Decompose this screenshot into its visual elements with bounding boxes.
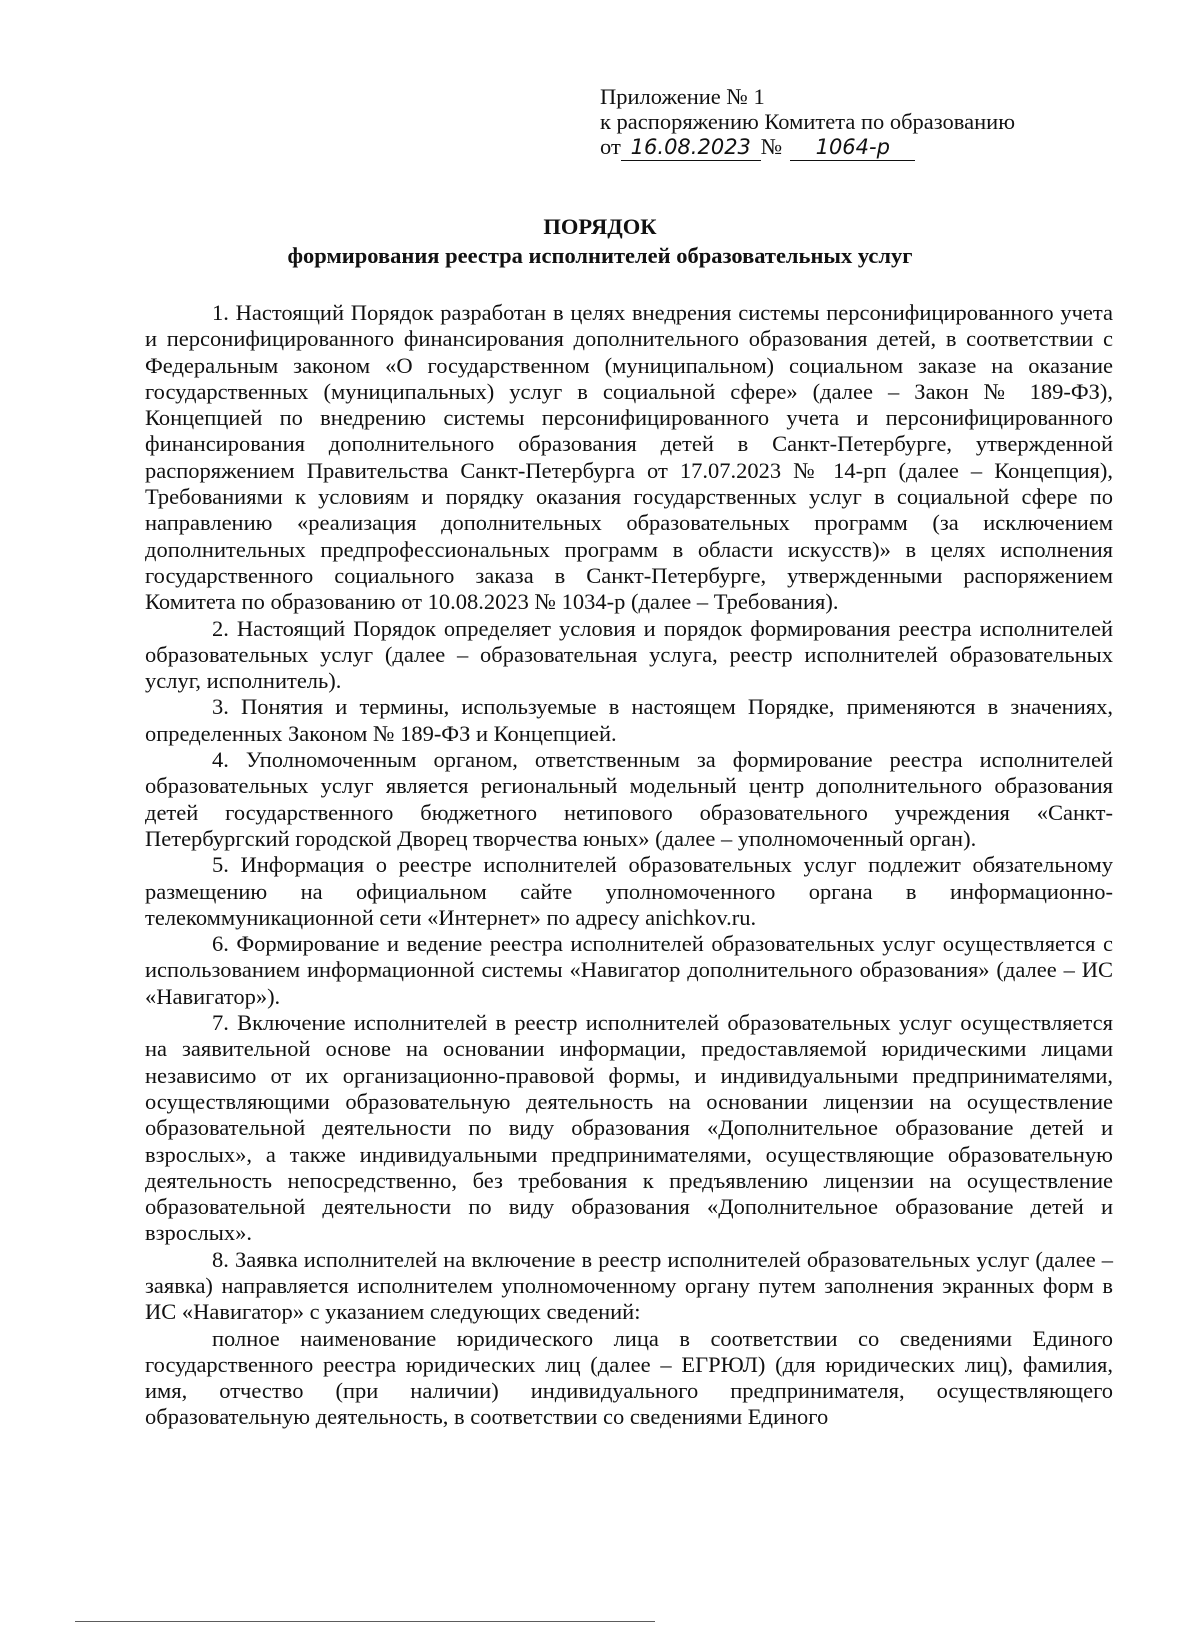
paragraph-8-item-1: полное наименование юридического лица в соответствии со сведениями Единого государственного реестра юридических лиц (далее – ЕГРЮЛ) (для юридических лиц), фамилия, имя, отчество (при наличии) индивидуального предпринимателя, осуществляющего образовательную деятельность, в соответствии со сведениями Единого <box>145 1325 1113 1430</box>
annex-reference: к распоряжению Комитета по образованию <box>600 109 1016 134</box>
annex-from-prefix: от <box>600 134 621 159</box>
document-title <box>0 212 1200 270</box>
paragraph-5: 5. Информация о реестре исполнителей образовательных услуг подлежит обязательному размещению на официальном сайте уполномоченного органа в информационно-телекоммуникационной сети «Интернет» по адресу anichkov.ru. <box>145 852 1113 930</box>
annex-number-label: № <box>760 134 783 159</box>
annex-date-line <box>600 134 1015 161</box>
paragraph-6: 6. Формирование и ведение реестра исполнителей образовательных услуг осуществляется с использованием информационной системы «Навигатор дополнительного образования» (далее – ИС «Навигатор»). <box>145 931 1113 1009</box>
paragraph-8: 8. Заявка исполнителей на включение в реестр исполнителей образовательных услуг (далее – заявка) направляется исполнителем уполномоченному органу путем заполнения экранных форм в ИС «Навигатор» с указанием следующих сведений: <box>145 1246 1113 1325</box>
paragraph-4: 4. Уполномоченным органом, ответственным за формирование реестра исполнителей образовательных услуг является региональный модельный центр дополнительного образования детей государственного бюджетного нетипового образовательного учреждения «Санкт-Петербургский городской Дворец творчества юных» (далее – уполномоченный орган). <box>145 747 1113 851</box>
title-heading: ПОРЯДОК <box>543 214 657 239</box>
paragraph-3: 3. Понятия и термины, используемые в настоящем Порядке, применяются в значениях, определенных Законом № 189-ФЗ и Концепцией. <box>145 694 1113 746</box>
paragraph-1: 1. Настоящий Порядок разработан в целях внедрения системы персонифицированного учета и персонифицированного финансирования дополнительного образования детей, в соответствии с Федеральным законом «О государственном (муниципальном) социальном заказе на оказание государственных (муниципальных) услуг в социальной сфере» (далее – Закон № 189-ФЗ), Концепцией по внедрению системы персонифицированного учета и персонифицированного финансирования дополнительного образования детей в Санкт-Петербурге, утвержденной распоряжением Правительства Санкт-Петербурга от 17.07.2023 № 14-рп (далее – Концепция), Требованиями к условиям и порядку оказания государственных услуг в социальной сфере по направлению «реализация дополнительных образовательных программ (за исключением дополнительных предпрофессиональных программ в области искусств)» в целях исполнения государственного социального заказа в Санкт-Петербурге, утвержденными распоряжением Комитета по образованию от 10.08.2023 № 1034-р (далее – Требования). <box>145 300 1113 615</box>
paragraph-2: 2. Настоящий Порядок определяет условия и порядок формирования реестра исполнителей образовательных услуг (далее – образовательная услуга, реестр исполнителей образовательных услуг, исполнитель). <box>145 615 1113 694</box>
annex-handwritten-number: 1064-р <box>790 135 915 161</box>
annex-number: Приложение № 1 <box>600 84 765 109</box>
page-bottom-rule <box>75 1621 655 1622</box>
title-subheading: формирования реестра исполнителей образовательных услуг <box>287 243 913 268</box>
document-body <box>145 300 1113 1431</box>
annex-header <box>600 84 1015 161</box>
annex-handwritten-date: 16.08.2023 <box>621 135 761 161</box>
paragraph-7: 7. Включение исполнителей в реестр исполнителей образовательных услуг осуществляется на заявительной основе на основании информации, предоставляемой юридическими лицами независимо от их организационно-правовой формы, и индивидуальными предпринимателями, осуществляющими образовательную деятельность на основании лицензии на осуществление образовательной деятельности по виду образования «Дополнительное образование детей и взрослых», а также индивидуальными предпринимателями, осуществляющие образовательную деятельность непосредственно, без требования к предъявлению лицензии на осуществление образовательной деятельности по виду образования «Дополнительное образование детей и взрослых». <box>145 1010 1113 1246</box>
